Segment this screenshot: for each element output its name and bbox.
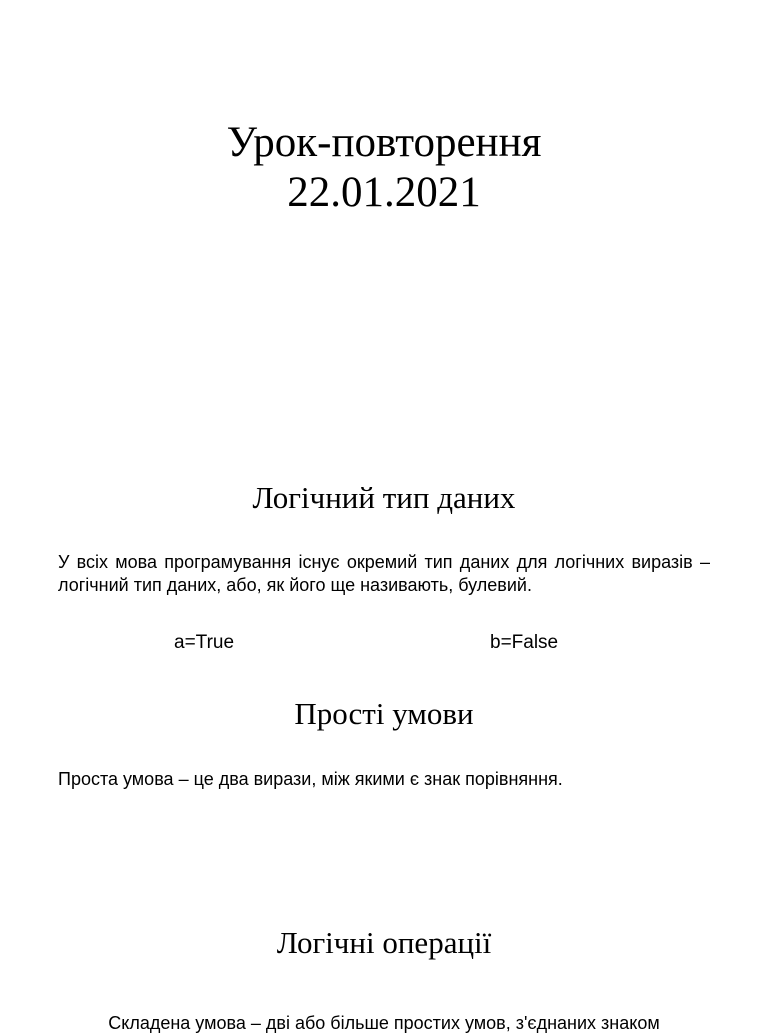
section-heading-logical-operations: Логічні операції — [276, 925, 492, 960]
example-false: b=False — [490, 632, 559, 653]
section-heading-logical-type: Логічний тип даних — [252, 480, 516, 515]
example-true: a=True — [174, 632, 235, 653]
simple-conditions-description: Проста умова – це два вирази, між якими є знак порівняння. — [58, 769, 563, 789]
page-title: Урок-повторення — [226, 119, 542, 166]
logical-type-description: У всіх мова програмування існує окремий тип даних для логічних виразів – логічний тип даних, або, як його ще називають, булевий. — [58, 552, 710, 595]
page-date: 22.01.2021 — [287, 169, 481, 216]
section-heading-simple-conditions: Прості умови — [294, 696, 474, 731]
logical-operations-description: Складена умова – дві або більше простих умов, з'єднаних знаком — [108, 1013, 660, 1033]
